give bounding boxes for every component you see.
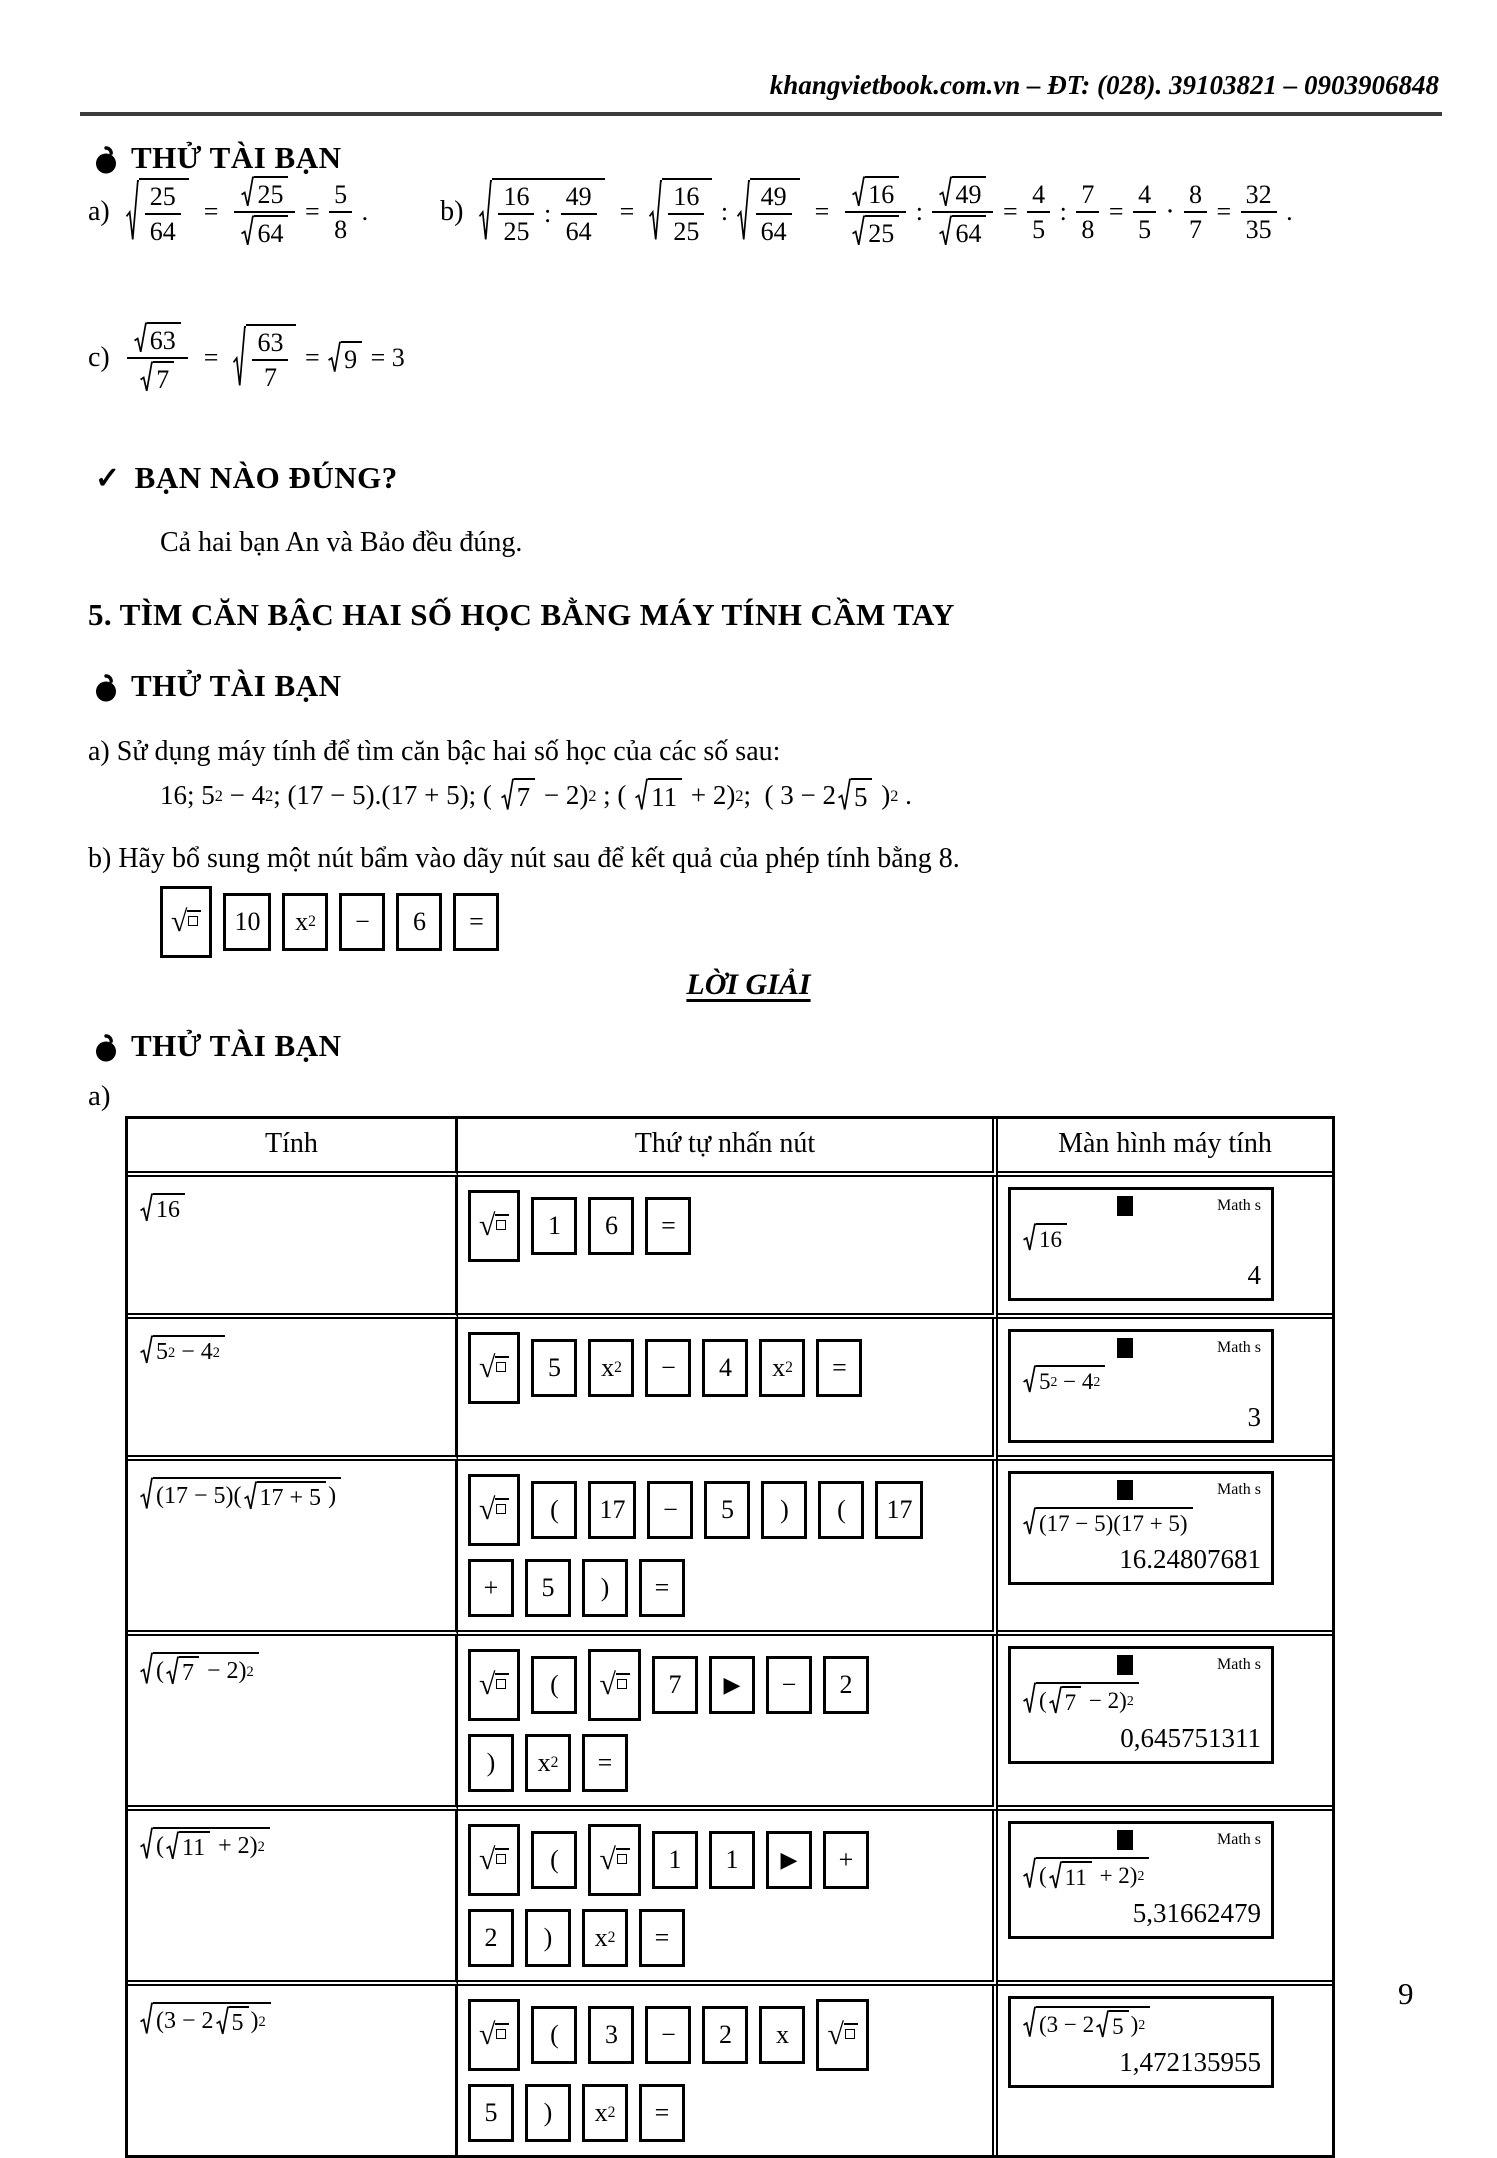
screen-expression: ( 11 + 2) 2 <box>1021 1857 1151 1891</box>
key-sqrt: √ <box>468 1649 520 1721</box>
key-x-squared: x 2 <box>588 1339 634 1397</box>
key-6: 6 <box>588 1197 634 1255</box>
lock-icon <box>95 145 117 175</box>
cell-display <box>998 1636 1332 1811</box>
screen-expression: 16 <box>1021 1223 1069 1253</box>
key-line <box>468 1734 982 1792</box>
calculator-screen <box>1008 1471 1274 1585</box>
page-number: 9 <box>1398 1976 1414 2011</box>
key-=: = <box>639 1909 685 1967</box>
screen-expression: 5 2 − 4 2 <box>1021 1365 1107 1395</box>
key-x-squared: x 2 <box>759 1339 805 1397</box>
key-sqrt: √ <box>468 1999 520 2071</box>
key-1: 1 <box>709 1831 755 1889</box>
key-line <box>160 886 510 958</box>
item-label-c: c) <box>88 342 110 374</box>
key-sqrt: √ <box>468 1824 520 1896</box>
section-title: THỬ TÀI BẠN <box>131 140 342 175</box>
screen-expression: ( 7 − 2) 2 <box>1021 1682 1141 1716</box>
key-(: ( <box>531 1481 577 1539</box>
screen-result: 5,31662479 <box>1132 1898 1261 1929</box>
key-+: + <box>468 1559 514 1617</box>
key-3: 3 <box>588 2006 634 2064</box>
solution-item-a: a) <box>88 1080 111 1112</box>
calculator-screen <box>1008 1329 1274 1443</box>
section-title: THỬ TÀI BẠN <box>131 1028 342 1063</box>
key-(: ( <box>818 1481 864 1539</box>
who-right-answer: Cả hai bạn An và Bảo đều đúng. <box>160 527 523 558</box>
key-line <box>468 1190 982 1262</box>
section-title: THỬ TÀI BẠN <box>131 668 342 703</box>
cell-key-sequence <box>458 1177 998 1319</box>
key-=: = <box>582 1734 628 1792</box>
math-mode-label: Math s <box>1217 1197 1261 1214</box>
key-=: = <box>816 1339 862 1397</box>
key-cursor-right: ▶ <box>709 1656 755 1714</box>
key-−: − <box>647 1481 693 1539</box>
solution-heading: LỜI GIẢI <box>686 968 811 1001</box>
key-=: = <box>639 2084 685 2142</box>
key-x: x <box>759 2006 805 2064</box>
key-5: 5 <box>525 1559 571 1617</box>
math-line-ab <box>88 176 1488 248</box>
math-mode-label: Math s <box>1217 1339 1261 1357</box>
table-header: Thứ tự nhấn nút <box>458 1119 998 1177</box>
key-line <box>468 1909 982 1967</box>
cell-tinh: 5 2 − 4 2 <box>128 1319 458 1461</box>
screen-result: 4 <box>1247 1260 1261 1290</box>
key-−: − <box>645 2006 691 2064</box>
section-try1 <box>95 140 341 176</box>
key-): ) <box>525 2084 571 2142</box>
math-expression-b: $\frac{16}{25}$ : $\frac{49}{64}$ = $\frac{16}{25}$ : $\frac{49}{64}$ = $\frac{16}{25}$ : $\frac{49}{64}$ = $\frac{4}{5}$ : $\frac{7}{8}$ = $\frac{4}{5}$ ⋅ $\frac{8}{7}$ = $\frac{32}{35}$ . <box>477 176 1292 248</box>
key-1: 1 <box>652 1831 698 1889</box>
key-sequence-b <box>160 886 510 958</box>
screen-result: 16.24807681 <box>1119 1544 1261 1575</box>
cell-key-sequence <box>458 1986 998 2155</box>
key-line <box>468 1559 982 1617</box>
cell-display <box>998 1811 1332 1986</box>
key-x-squared: x 2 <box>582 1909 628 1967</box>
lock-icon <box>95 673 117 703</box>
key-line <box>468 1649 982 1721</box>
key-sqrt: √ <box>816 1999 868 2071</box>
key-7: 7 <box>652 1656 698 1714</box>
table-header: Màn hình máy tính <box>998 1119 1332 1177</box>
key-10: 10 <box>223 893 271 951</box>
key-line <box>468 1999 982 2071</box>
cell-display <box>998 1177 1332 1319</box>
key-sqrt: √ <box>468 1332 520 1404</box>
key-4: 4 <box>702 1339 748 1397</box>
cell-tinh: ( 11 + 2) 2 <box>128 1811 458 1986</box>
math-mode-label: Math s <box>1217 1481 1261 1499</box>
lesson-heading: 5. TÌM CĂN BẬC HAI SỐ HỌC BẰNG MÁY TÍNH CẦM TAY <box>88 597 955 632</box>
key-17: 17 <box>875 1481 923 1539</box>
key-−: − <box>766 1656 812 1714</box>
item-label-a: a) <box>88 196 110 228</box>
section-title: BẠN NÀO ĐÚNG? <box>134 460 398 495</box>
math-mode-label: Math s <box>1217 1831 1261 1849</box>
item-label-b: b) <box>440 196 464 228</box>
key-(: ( <box>531 2006 577 2064</box>
cell-display <box>998 1986 1332 2155</box>
key-line <box>468 2084 982 2142</box>
key-=: = <box>645 1197 691 1255</box>
section-try2 <box>95 668 341 704</box>
key-2: 2 <box>823 1656 869 1714</box>
lock-icon <box>95 1033 117 1063</box>
key-5: 5 <box>704 1481 750 1539</box>
header-rule <box>80 112 1442 116</box>
cursor-block <box>1117 1655 1133 1675</box>
section-try3 <box>95 1028 341 1064</box>
key-line <box>468 1824 982 1896</box>
key-): ) <box>525 1909 571 1967</box>
calculator-screen <box>1008 1187 1274 1301</box>
screen-result: 3 <box>1247 1402 1261 1433</box>
key-): ) <box>761 1481 807 1539</box>
screen-expression: (17 − 5)(17 + 5) <box>1021 1507 1195 1537</box>
screen-result: 0,645751311 <box>1120 1723 1261 1754</box>
key-−: − <box>645 1339 691 1397</box>
key-6: 6 <box>396 893 442 951</box>
cursor-block <box>1117 1338 1133 1358</box>
key-sqrt: √ <box>468 1190 520 1262</box>
cell-tinh: 16 <box>128 1177 458 1319</box>
numbers-list <box>160 778 912 813</box>
screen-expression: (3 − 2 5 ) 2 <box>1021 2006 1152 2040</box>
math-expression-a: $\frac{25}{64}$ = $\frac{25}{64}$ = $\frac{5}{8}$ . <box>124 176 368 248</box>
screen-result: 1,472135955 <box>1119 2047 1261 2078</box>
cell-key-sequence <box>458 1636 998 1811</box>
key-): ) <box>468 1734 514 1792</box>
key-5: 5 <box>468 2084 514 2142</box>
table-header: Tính <box>128 1119 458 1177</box>
key-−: − <box>339 893 385 951</box>
key-2: 2 <box>468 1909 514 1967</box>
cell-display <box>998 1461 1332 1636</box>
calculator-screen <box>1008 1996 1274 2088</box>
cursor-block <box>1117 1480 1133 1500</box>
check-icon: ✓ <box>95 461 121 495</box>
math-line-c <box>88 322 405 394</box>
cell-key-sequence <box>458 1461 998 1636</box>
item-a-text: a) Sử dụng máy tính để tìm căn bậc hai số học của các số sau: <box>88 736 781 767</box>
key-sqrt: √ <box>588 1824 640 1896</box>
key-+: + <box>823 1831 869 1889</box>
calculator-screen <box>1008 1821 1274 1939</box>
page-header-site: khangvietbook.com.vn – ĐT: (028). 39103821 – 0903906848 <box>769 70 1439 100</box>
cell-display <box>998 1319 1332 1461</box>
cell-tinh: (3 − 2 5 ) 2 <box>128 1986 458 2155</box>
key-(: ( <box>531 1831 577 1889</box>
cursor-block <box>1117 1196 1133 1216</box>
key-2: 2 <box>702 2006 748 2064</box>
solution-table <box>125 1116 1335 2158</box>
key-x-squared: x 2 <box>282 893 328 951</box>
key-): ) <box>582 1559 628 1617</box>
cell-key-sequence <box>458 1811 998 1986</box>
key-sqrt: √ <box>468 1474 520 1546</box>
key-x-squared: x 2 <box>525 1734 571 1792</box>
key-sqrt: √ <box>588 1649 640 1721</box>
key-1: 1 <box>531 1197 577 1255</box>
key-cursor-right: ▶ <box>766 1831 812 1889</box>
key-(: ( <box>531 1656 577 1714</box>
item-b-text: b) Hãy bổ sung một nút bẩm vào dãy nút sau để kết quả của phép tính bằng 8. <box>88 843 960 874</box>
key-=: = <box>453 893 499 951</box>
math-expression-c: $\frac{63}{7}$ = $\frac{63}{7}$ = 9 = 3 <box>124 322 405 394</box>
numbers-expression: 16; 5 2 − 4 2 ; (17 − 5).(17 + 5); ( 7 − 2) 2 ; ( 11 + 2) 2 ; ( 3 − 2 5 ) 2 . <box>160 780 912 812</box>
key-x-squared: x 2 <box>582 2084 628 2142</box>
cell-tinh: (17 − 5)( 17 + 5 ) <box>128 1461 458 1636</box>
key-line <box>468 1474 982 1546</box>
cell-tinh: ( 7 − 2) 2 <box>128 1636 458 1811</box>
cursor-block <box>1117 1830 1133 1850</box>
key-line <box>468 1332 982 1404</box>
key-5: 5 <box>531 1339 577 1397</box>
key-sqrt: √ <box>160 886 212 958</box>
math-mode-label: Math s <box>1217 1656 1261 1674</box>
key-17: 17 <box>588 1481 636 1539</box>
key-=: = <box>639 1559 685 1617</box>
cell-key-sequence <box>458 1319 998 1461</box>
calculator-screen <box>1008 1646 1274 1764</box>
section-who-right <box>95 460 398 496</box>
